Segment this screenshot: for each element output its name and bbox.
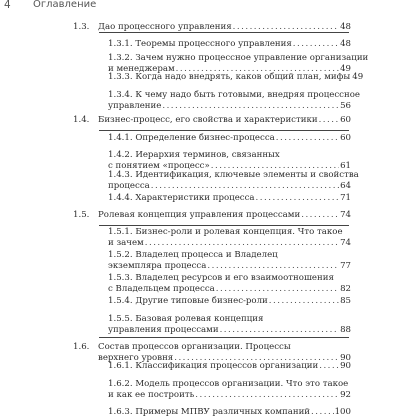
entry-title: управление	[108, 101, 162, 111]
dot-leader	[311, 407, 334, 418]
dot-leader	[269, 296, 339, 307]
page-number: 4	[4, 0, 11, 11]
entry-page-number: 60	[340, 115, 351, 125]
toc-section[interactable]	[73, 22, 351, 33]
entry-title: 1.4.3. Идентификация, ключевые элементы и свойства	[108, 170, 359, 180]
toc-subsection[interactable]	[108, 379, 351, 401]
toc-subsection[interactable]	[108, 250, 351, 272]
entry-title: экземпляра процесса	[108, 261, 207, 271]
dot-leader	[195, 390, 339, 401]
toc-subsection[interactable]	[108, 39, 351, 50]
toc-subsection[interactable]	[108, 361, 351, 372]
entry-title: 1.6.3. Примеры МПВУ различных компаний	[108, 407, 311, 417]
entry-page-number: 92	[340, 390, 351, 400]
dot-leader	[162, 101, 339, 112]
dot-leader	[207, 261, 339, 272]
entry-page-number: 74	[340, 210, 351, 220]
entry-title: процесса	[108, 181, 150, 191]
dot-leader	[216, 284, 339, 295]
entry-page-number: 90	[340, 361, 351, 371]
dot-leader	[301, 210, 339, 221]
dot-leader	[319, 361, 339, 372]
dot-leader	[145, 238, 339, 249]
entry-page-number: 61	[340, 161, 351, 171]
entry-title: 1.4.1. Определение бизнес-процесса	[108, 133, 275, 143]
entry-title: 1.5.2. Владелец процесса и Владелец	[108, 250, 278, 260]
entry-title: 1.5.4. Другие типовые бизнес-роли	[108, 296, 268, 306]
toc-subsection[interactable]	[108, 150, 351, 172]
entry-page-number: 49	[352, 72, 364, 82]
entry-page-number: 88	[340, 325, 351, 335]
entry-title: Бизнес-процесс, его свойства и характеристики	[98, 115, 318, 125]
toc-subsection[interactable]	[108, 193, 351, 204]
entry-page-number: 64	[340, 181, 351, 191]
entry-title: управления процессами	[108, 325, 219, 335]
dot-leader	[151, 181, 339, 192]
entry-title: 1.3.3. Когда надо внедрять, каков общий план, мифы	[108, 72, 351, 82]
dot-leader	[176, 64, 339, 75]
section-number: 1.3.	[73, 22, 90, 32]
entry-title: 1.3.4. К чему надо быть готовыми, внедряя процессное	[108, 90, 360, 100]
entry-title: Ролевая концепция управления процессами	[98, 210, 301, 220]
entry-page-number: 56	[340, 101, 351, 111]
dot-leader	[319, 115, 340, 126]
section-divider	[99, 130, 349, 131]
entry-page-number: 49	[340, 64, 351, 74]
entry-title: 1.4.4. Характеристики процесса	[108, 193, 255, 203]
entry-title: Состав процессов организации. Процессы	[98, 342, 291, 352]
toc-subsection[interactable]	[108, 273, 351, 295]
entry-page-number: 90	[340, 353, 351, 363]
section-number: 1.5.	[73, 210, 90, 220]
toc-subsection[interactable]	[108, 53, 369, 75]
entry-title: 1.3.1. Теоремы процессного управления	[108, 39, 292, 49]
section-divider	[99, 225, 349, 226]
entry-page-number: 74	[340, 238, 351, 248]
entry-page-number: 48	[340, 39, 351, 49]
toc-subsection[interactable]	[108, 90, 360, 112]
entry-title: верхнего уровня	[98, 353, 174, 363]
entry-title: 1.6.1. Классификация процессов организации	[108, 361, 319, 371]
section-number: 1.6.	[73, 342, 90, 352]
entry-title: и менеджерам	[108, 64, 175, 74]
toc-subsection[interactable]	[108, 227, 351, 249]
entry-page-number: 100	[334, 407, 351, 417]
entry-page-number: 71	[340, 193, 351, 203]
section-number: 1.4.	[73, 115, 90, 125]
entry-page-number: 82	[340, 284, 351, 294]
entry-title: 1.5.3. Владелец ресурсов и его взаимоотношения	[108, 273, 334, 283]
dot-leader	[293, 39, 339, 50]
entry-title: с понятием «процесс»	[108, 161, 210, 171]
entry-title: 1.3.2. Зачем нужно процессное управление организации	[108, 53, 369, 63]
entry-title: 1.5.1. Бизнес-роли и ролевая концепция. Что такое	[108, 227, 343, 237]
toc-subsection[interactable]	[108, 133, 351, 144]
toc-section[interactable]	[73, 210, 351, 221]
entry-page-number: 85	[340, 296, 351, 306]
toc-subsection[interactable]	[108, 407, 351, 418]
entry-page-number: 77	[340, 261, 351, 271]
entry-page-number: 60	[340, 133, 351, 143]
entry-title: с Владельцем процесса	[108, 284, 215, 294]
toc-subsection[interactable]	[108, 314, 351, 336]
entry-title: Дао процессного управления	[98, 22, 232, 32]
running-title: Оглавление	[33, 0, 97, 10]
entry-title: и зачем	[108, 238, 144, 248]
dot-leader	[276, 133, 339, 144]
dot-leader	[256, 193, 340, 204]
toc-section[interactable]	[73, 115, 351, 126]
entry-title: 1.6.2. Модель процессов организации. Что это такое	[108, 379, 349, 389]
dot-leader	[233, 22, 339, 33]
toc-subsection[interactable]	[108, 170, 359, 192]
toc-subsection[interactable]	[108, 296, 351, 307]
section-divider	[99, 337, 349, 338]
entry-title: 1.4.2. Иерархия терминов, связанных	[108, 150, 280, 160]
dot-leader	[220, 325, 339, 336]
entry-title: 1.5.5. Базовая ролевая концепция	[108, 314, 264, 324]
entry-page-number: 48	[340, 22, 351, 32]
entry-title: и как ее построить	[108, 390, 195, 400]
